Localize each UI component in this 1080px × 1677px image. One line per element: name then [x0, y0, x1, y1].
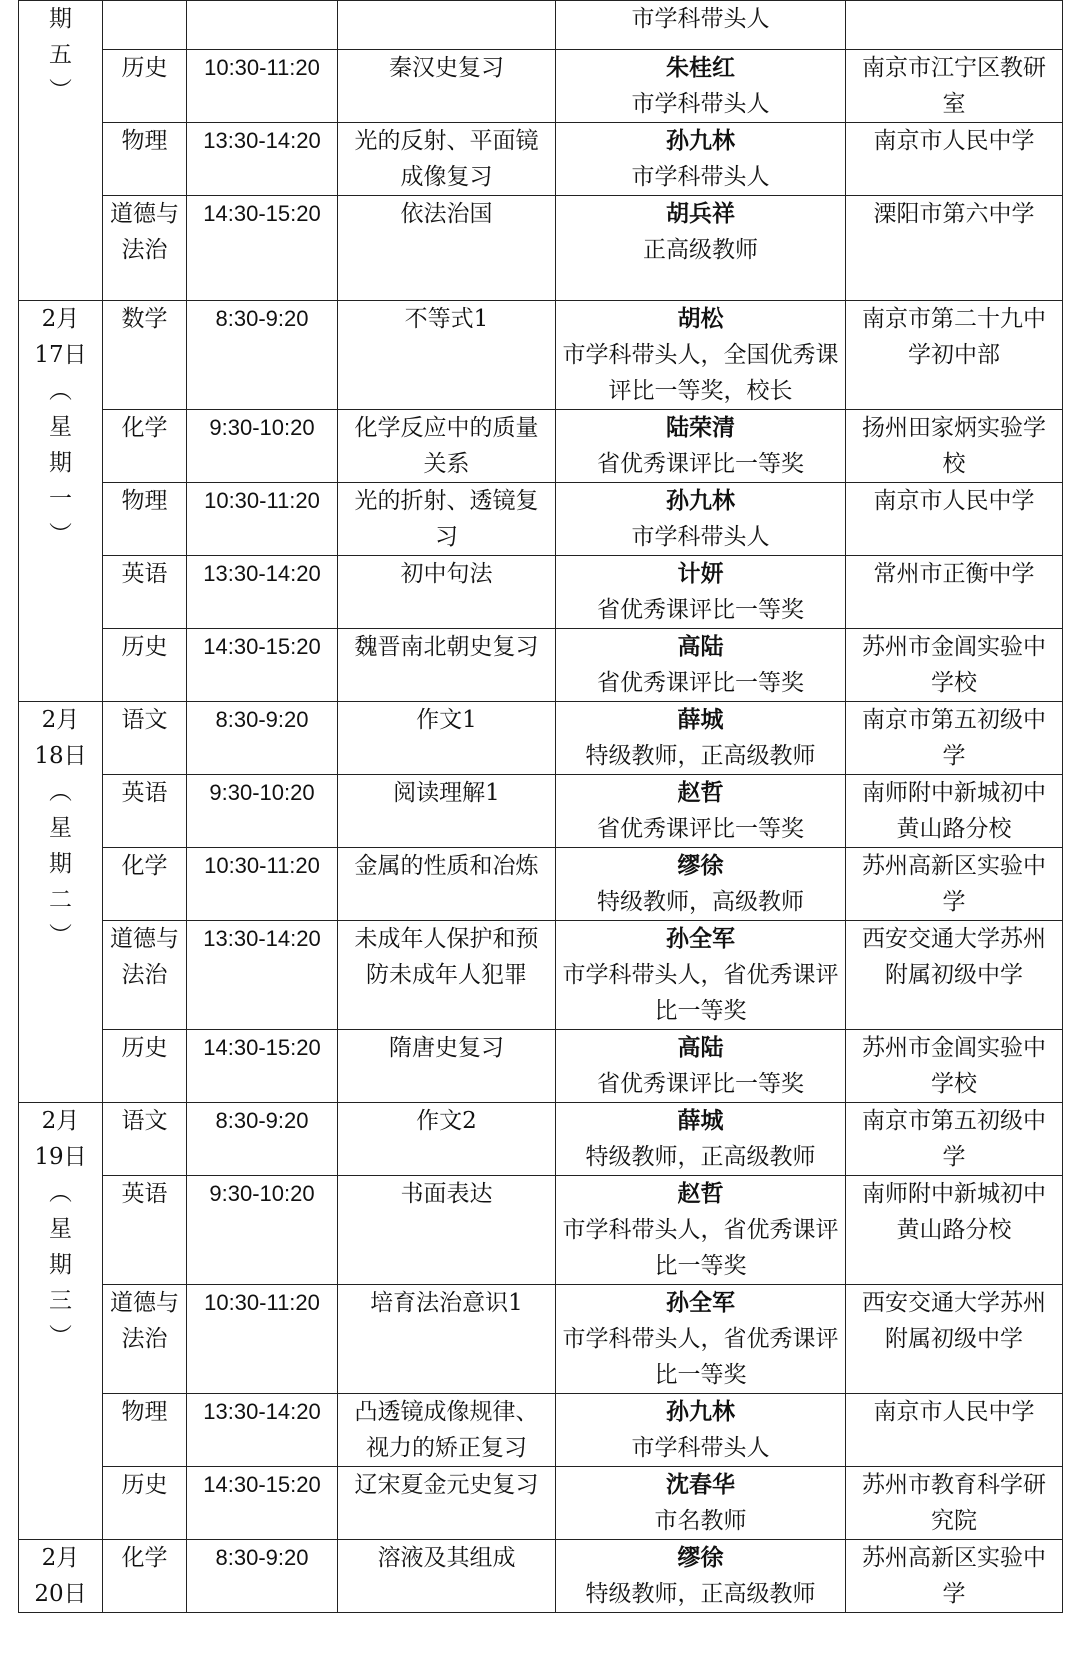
topic-cell: 阅读理解1: [338, 775, 556, 848]
school-cell: 常州市正衡中学: [846, 556, 1063, 629]
subject-cell: 化学: [103, 1540, 187, 1613]
teacher-name: 赵哲: [677, 1181, 724, 1207]
date-line: 星: [49, 1216, 72, 1242]
schedule-row: [19, 50, 1063, 123]
time-cell: 10:30-11:20: [187, 848, 338, 921]
date-line: ︶: [49, 522, 72, 548]
teacher-name: 孙全军: [666, 1290, 735, 1316]
school-cell: 苏州市金阊实验中学校: [846, 1030, 1063, 1103]
time-cell: 8:30-9:20: [187, 702, 338, 775]
teacher-title: 特级教师，正高级教师: [585, 1144, 816, 1170]
schedule-row: [19, 483, 1063, 556]
date-line: ︶: [49, 78, 72, 104]
subject-cell: 英语: [103, 1176, 187, 1285]
teacher-cell: [556, 921, 846, 1030]
school-cell: 苏州高新区实验中学: [846, 848, 1063, 921]
topic-cell: 不等式1: [338, 301, 556, 410]
date-line: 17日: [34, 342, 87, 368]
school-cell: 西安交通大学苏州附属初级中学: [846, 1285, 1063, 1394]
topic-cell: 秦汉史复习: [338, 50, 556, 123]
time-cell: 9:30-10:20: [187, 410, 338, 483]
topic-cell: 初中句法: [338, 556, 556, 629]
teacher-title: 市学科带头人，全国优秀课评比一等奖，校长: [562, 342, 839, 404]
subject-cell: 道德与法治: [103, 921, 187, 1030]
teacher-title: 特级教师，高级教师: [597, 889, 804, 915]
schedule-row: [19, 921, 1063, 1030]
date-cell: [19, 301, 103, 702]
schedule-row: [19, 1394, 1063, 1467]
teacher-name: 薛城: [677, 707, 724, 733]
teacher-title: 市学科带头人，省优秀课评比一等奖: [562, 1326, 839, 1388]
teacher-cell: [556, 50, 846, 123]
teacher-title: 市名教师: [654, 1508, 747, 1534]
time-cell: 10:30-11:20: [187, 483, 338, 556]
teacher-cell: [556, 556, 846, 629]
teacher-name: 沈春华: [666, 1472, 735, 1498]
subject-cell: 英语: [103, 556, 187, 629]
school-cell: 南京市人民中学: [846, 483, 1063, 556]
subject-cell: 道德与法治: [103, 1285, 187, 1394]
date-line: 期: [49, 851, 72, 877]
date-line: 星: [49, 815, 72, 841]
date-line: 2月: [41, 707, 80, 733]
topic-cell: 光的折射、透镜复习: [338, 483, 556, 556]
teacher-title: 省优秀课评比一等奖: [597, 816, 804, 842]
date-line: 20日: [34, 1581, 87, 1607]
subject-cell: 历史: [103, 50, 187, 123]
time-cell: 9:30-10:20: [187, 775, 338, 848]
teacher-cell: [556, 702, 846, 775]
teacher-title: 省优秀课评比一等奖: [597, 1071, 804, 1097]
time-cell: 8:30-9:20: [187, 1540, 338, 1613]
date-line: 期: [49, 450, 72, 476]
schedule-row: [19, 410, 1063, 483]
teacher-cell: [556, 1030, 846, 1103]
teacher-cell: [556, 1540, 846, 1613]
teacher-name: 高陆: [677, 1035, 724, 1061]
date-cell: [19, 702, 103, 1103]
schedule-row: [19, 1, 1063, 50]
schedule-row: [19, 1103, 1063, 1176]
school-cell: 南师附中新城初中黄山路分校: [846, 775, 1063, 848]
topic-cell: 化学反应中的质量关系: [338, 410, 556, 483]
teacher-cell: [556, 410, 846, 483]
subject-cell: 物理: [103, 483, 187, 556]
school-cell: 西安交通大学苏州附属初级中学: [846, 921, 1063, 1030]
time-cell: 10:30-11:20: [187, 50, 338, 123]
topic-cell: 溶液及其组成: [338, 1540, 556, 1613]
date-cell: [19, 1540, 103, 1613]
school-cell: 南京市人民中学: [846, 1394, 1063, 1467]
school-cell: 南京市第五初级中学: [846, 702, 1063, 775]
schedule-row: [19, 702, 1063, 775]
topic-cell: 作文1: [338, 702, 556, 775]
time-cell: 8:30-9:20: [187, 301, 338, 410]
schedule-row: [19, 196, 1063, 301]
teacher-name: 缪徐: [677, 1545, 724, 1571]
schedule-row: [19, 301, 1063, 410]
teacher-title: 市学科带头人: [631, 524, 770, 550]
schedule-row: [19, 1540, 1063, 1613]
date-line: ︵: [49, 779, 72, 805]
date-cell: [19, 1, 103, 301]
topic-cell: 未成年人保护和预防未成年人犯罪: [338, 921, 556, 1030]
date-line: 三: [49, 1288, 72, 1314]
schedule-row: [19, 1176, 1063, 1285]
teacher-cell: [556, 301, 846, 410]
teacher-cell: [556, 1, 846, 50]
date-cell: [19, 1103, 103, 1540]
date-line: 五: [49, 42, 72, 68]
date-line: ︶: [49, 923, 72, 949]
time-cell: 14:30-15:20: [187, 1467, 338, 1540]
school-cell: 苏州市教育科学研究院: [846, 1467, 1063, 1540]
teacher-name: 孙九林: [666, 1399, 735, 1425]
topic-cell: 培育法治意识1: [338, 1285, 556, 1394]
teacher-name: 孙九林: [666, 488, 735, 514]
topic-cell: 书面表达: [338, 1176, 556, 1285]
teacher-cell: [556, 1467, 846, 1540]
topic-cell: 依法治国: [338, 196, 556, 301]
date-line: 期: [49, 1252, 72, 1278]
teacher-name: 孙全军: [666, 926, 735, 952]
teacher-name: 朱桂红: [666, 55, 735, 81]
schedule-row: [19, 123, 1063, 196]
subject-cell: 化学: [103, 410, 187, 483]
teacher-name: 缪徐: [677, 853, 724, 879]
teacher-cell: [556, 483, 846, 556]
subject-cell: 数学: [103, 301, 187, 410]
teacher-cell: [556, 1285, 846, 1394]
teacher-name: 计妍: [677, 561, 724, 587]
teacher-title: 省优秀课评比一等奖: [597, 597, 804, 623]
time-cell: 14:30-15:20: [187, 196, 338, 301]
subject-cell: [103, 1, 187, 50]
date-line: 一: [49, 486, 72, 512]
schedule-row: [19, 1285, 1063, 1394]
time-cell: 13:30-14:20: [187, 1394, 338, 1467]
subject-cell: 化学: [103, 848, 187, 921]
time-cell: 13:30-14:20: [187, 123, 338, 196]
teacher-title: 市学科带头人，省优秀课评比一等奖: [562, 1217, 839, 1279]
subject-cell: 历史: [103, 1467, 187, 1540]
teacher-cell: [556, 1176, 846, 1285]
topic-cell: 隋唐史复习: [338, 1030, 556, 1103]
time-cell: 10:30-11:20: [187, 1285, 338, 1394]
schedule-row: [19, 1467, 1063, 1540]
date-line: 2月: [41, 306, 80, 332]
teacher-title: 市学科带头人，省优秀课评比一等奖: [562, 962, 839, 1024]
date-line: 2月: [41, 1108, 80, 1134]
time-cell: 14:30-15:20: [187, 629, 338, 702]
time-cell: 14:30-15:20: [187, 1030, 338, 1103]
topic-cell: 作文2: [338, 1103, 556, 1176]
subject-cell: 语文: [103, 702, 187, 775]
school-cell: 南京市江宁区教研室: [846, 50, 1063, 123]
schedule-row: [19, 556, 1063, 629]
subject-cell: 物理: [103, 1394, 187, 1467]
teacher-title: 特级教师，正高级教师: [585, 743, 816, 769]
topic-cell: 辽宋夏金元史复习: [338, 1467, 556, 1540]
school-cell: 南师附中新城初中黄山路分校: [846, 1176, 1063, 1285]
topic-cell: 魏晋南北朝史复习: [338, 629, 556, 702]
time-cell: 13:30-14:20: [187, 556, 338, 629]
school-cell: 溧阳市第六中学: [846, 196, 1063, 301]
schedule-row: [19, 629, 1063, 702]
teacher-name: 孙九林: [666, 128, 735, 154]
teacher-cell: [556, 123, 846, 196]
school-cell: 南京市第五初级中学: [846, 1103, 1063, 1176]
teacher-title: 省优秀课评比一等奖: [597, 670, 804, 696]
schedule-row: [19, 775, 1063, 848]
time-cell: 9:30-10:20: [187, 1176, 338, 1285]
schedule-row: [19, 1030, 1063, 1103]
subject-cell: 道德与法治: [103, 196, 187, 301]
date-line: 2月: [41, 1545, 80, 1571]
school-cell: [846, 1, 1063, 50]
time-cell: 8:30-9:20: [187, 1103, 338, 1176]
subject-cell: 英语: [103, 775, 187, 848]
teacher-title: 正高级教师: [643, 237, 758, 263]
date-line: 星: [49, 414, 72, 440]
date-line: ︶: [49, 1324, 72, 1350]
teacher-cell: [556, 629, 846, 702]
school-cell: 南京市第二十九中学初中部: [846, 301, 1063, 410]
date-line: 期: [49, 6, 72, 32]
teacher-title: 市学科带头人: [631, 6, 770, 32]
teacher-cell: [556, 196, 846, 301]
subject-cell: 语文: [103, 1103, 187, 1176]
time-cell: [187, 1, 338, 50]
school-cell: 南京市人民中学: [846, 123, 1063, 196]
teacher-cell: [556, 1394, 846, 1467]
topic-cell: [338, 1, 556, 50]
teacher-cell: [556, 1103, 846, 1176]
subject-cell: 历史: [103, 1030, 187, 1103]
teacher-name: 胡兵祥: [666, 201, 735, 227]
teacher-name: 薛城: [677, 1108, 724, 1134]
school-cell: 苏州高新区实验中学: [846, 1540, 1063, 1613]
subject-cell: 物理: [103, 123, 187, 196]
teacher-name: 胡松: [677, 306, 724, 332]
topic-cell: 凸透镜成像规律、视力的矫正复习: [338, 1394, 556, 1467]
date-line: 二: [49, 887, 72, 913]
teacher-name: 高陆: [677, 634, 724, 660]
teacher-cell: [556, 848, 846, 921]
school-cell: 扬州田家炳实验学校: [846, 410, 1063, 483]
teacher-title: 市学科带头人: [631, 1435, 770, 1461]
schedule-table: [18, 0, 1063, 1613]
teacher-title: 特级教师，正高级教师: [585, 1581, 816, 1607]
time-cell: 13:30-14:20: [187, 921, 338, 1030]
topic-cell: 金属的性质和冶炼: [338, 848, 556, 921]
teacher-title: 省优秀课评比一等奖: [597, 451, 804, 477]
date-line: ︵: [49, 378, 72, 404]
teacher-name: 赵哲: [677, 780, 724, 806]
date-line: 18日: [34, 743, 87, 769]
teacher-name: 陆荣清: [666, 415, 735, 441]
topic-cell: 光的反射、平面镜成像复习: [338, 123, 556, 196]
school-cell: 苏州市金阊实验中学校: [846, 629, 1063, 702]
schedule-row: [19, 848, 1063, 921]
date-line: 19日: [34, 1144, 87, 1170]
teacher-title: 市学科带头人: [631, 91, 770, 117]
subject-cell: 历史: [103, 629, 187, 702]
teacher-title: 市学科带头人: [631, 164, 770, 190]
teacher-cell: [556, 775, 846, 848]
date-line: ︵: [49, 1180, 72, 1206]
